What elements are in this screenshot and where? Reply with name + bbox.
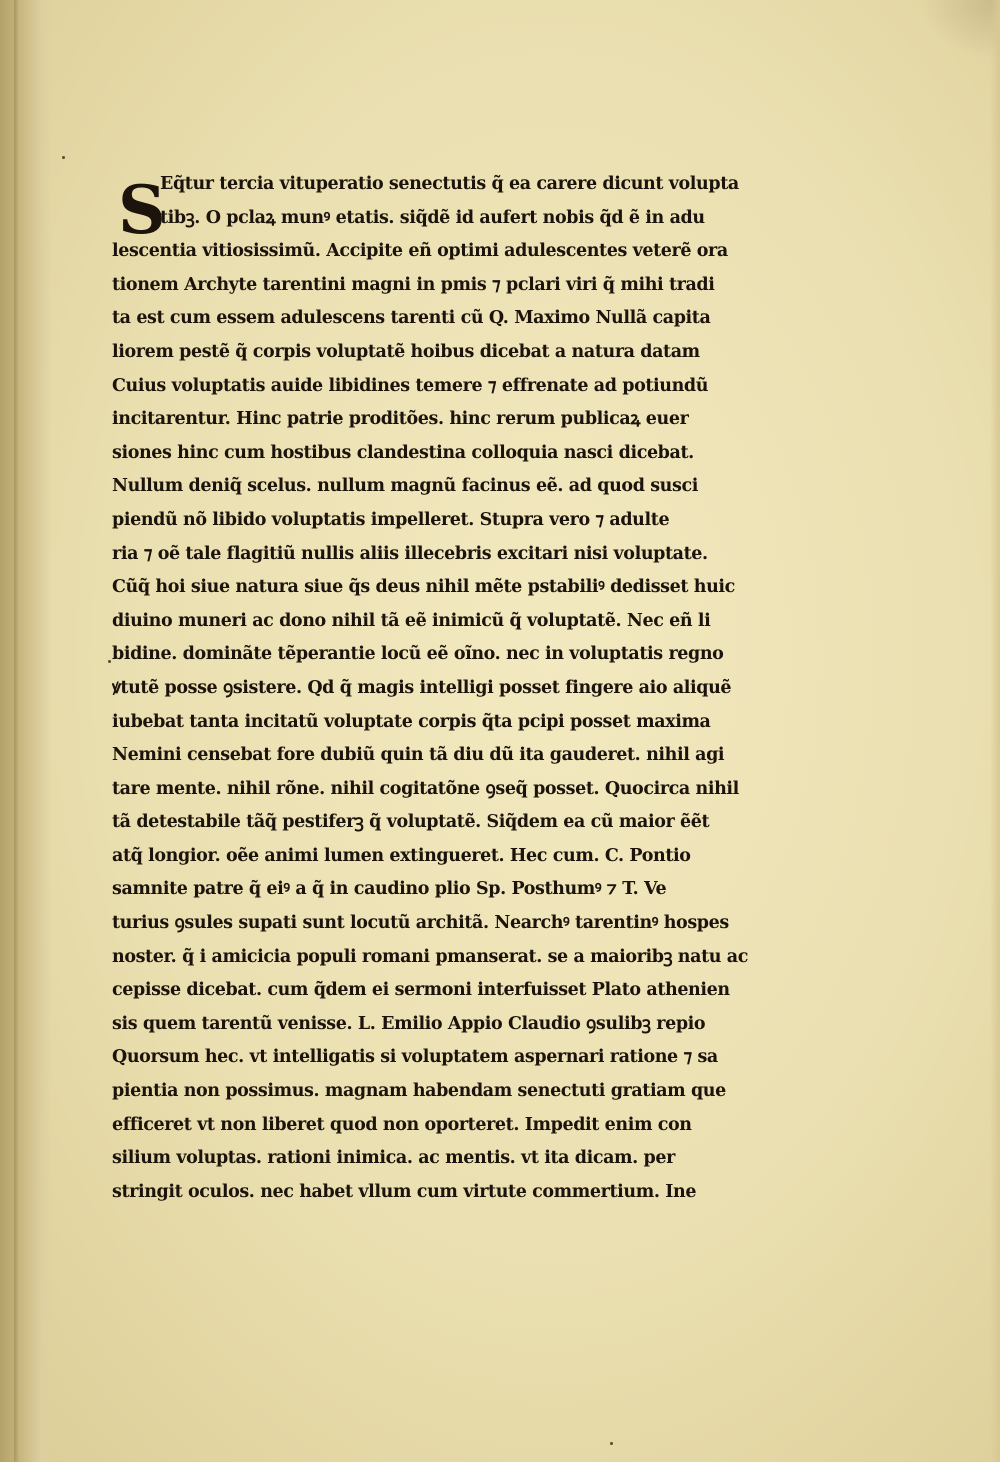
text-line: Cũq̃ hoi siue natura siue q̃s deus nihil mẽte pstabiliꝰ dedisset huic [112,577,735,598]
text-line: Eq̃tur tercia vituperatio senectutis q̃ ea carere dicunt volupta [160,174,739,194]
text-line: tã detestabile tãq̃ pestiferꝫ q̃ voluptatẽ. Siq̃dem ea cũ maior ẽẽt [112,812,710,833]
text-line: iubebat tanta incitatũ voluptate corpis q̃ta pcipi posset maxima [112,711,711,732]
text-line: sis quem tarentũ venisse. L. Emilio Appio Claudio ꝯsulibꝫ repio [112,1013,706,1034]
text-line: bidine. dominãte tẽperantie locũ eẽ oĩno. nec in voluptatis regno [112,644,724,665]
text-line: Nemini censebat fore dubiũ quin tã diu dũ ita gauderet. nihil agi [112,745,725,766]
text-line: lescentia vitiosissimũ. Accipite eñ optimi adulescentes veterẽ ora [112,241,728,262]
ink-speck [610,1442,613,1445]
text-line: cepisse dicebat. cum q̃dem ei sermoni interfuisset Plato athenien [112,980,730,1001]
text-line: pientia non possimus. magnam habendam senectuti gratiam que [112,1081,726,1102]
book-spine-shadow [0,0,52,1462]
text-line: Nullum deniq̃ scelus. nullum magnũ facinus eẽ. ad quod susci [112,476,698,497]
text-block [112,168,777,1209]
text-line: efficeret vt non liberet quod non oporteret. Impedit enim con [112,1114,692,1135]
text-line: noster. q̃ i amicicia populi romani pmanserat. se a maioribꝫ natu ac [112,946,748,967]
text-line: ꝟtutẽ posse ꝯsistere. Qd q̃ magis intelligi posset fingere aio aliquẽ [112,677,732,698]
corner-wear [920,0,1000,60]
text-line: siones hinc cum hostibus clandestina colloquia nasci dicebat. [112,442,694,463]
text-line: ria ⁊ oẽ tale flagitiũ nullis aliis illecebris excitari nisi voluptate. [112,543,708,564]
text-line: tare mente. nihil rõne. nihil cogitatõne ꝯseq̃ posset. Quocirca nihil [112,778,739,799]
text-line: stringit oculos. nec habet vllum cum virtute commertium. Ine [112,1181,697,1202]
text-line: tibꝫ. O pclaꝝ munꝰ etatis. siq̃dẽ id aufert nobis q̃d ẽ in adu [160,207,705,228]
text-line: tionem Archyte tarentini magni in pmis ⁊ pclari viri q̃ mihi tradi [112,274,715,295]
text-line: liorem pestẽ q̃ corpis voluptatẽ hoibus dicebat a natura datam [112,341,700,362]
text-line: Quorsum hec. vt intelligatis si voluptatem aspernari ratione ⁊ sa [112,1047,718,1068]
page-edge [990,0,1000,1462]
ink-speck [108,660,111,663]
text-line: atq̃ longior. oẽe animi lumen extingueret. Hec cum. C. Pontio [112,845,691,866]
text-line: piendũ nõ libido voluptatis impelleret. Stupra vero ⁊ adulte [112,509,670,530]
text-line: silium voluptas. rationi inimica. ac mentis. vt ita dicam. per [112,1148,675,1169]
text-line: Cuius voluptatis auide libidines temere ⁊ effrenate ad potiundũ [112,375,709,396]
text-line: incitarentur. Hinc patrie proditões. hinc rerum publicaꝝ euer [112,409,689,430]
text-line: ta est cum essem adulescens tarenti cũ Q. Maximo Nullã capita [112,308,711,329]
text-line: diuino muneri ac dono nihil tã eẽ inimicũ q̃ voluptatẽ. Nec eñ li [112,610,711,631]
gutter-edge [14,0,20,1462]
ink-speck [62,156,65,159]
text-line: samnite patre q̃ eiꝰ a q̃ in caudino plio Sp. Posthumꝰ ⁊ T. Ve [112,879,667,900]
drop-cap-initial: S [118,171,166,249]
text-line: turius ꝯsules supati sunt locutũ architã. Nearchꝰ tarentinꝰ hospes [112,913,729,934]
